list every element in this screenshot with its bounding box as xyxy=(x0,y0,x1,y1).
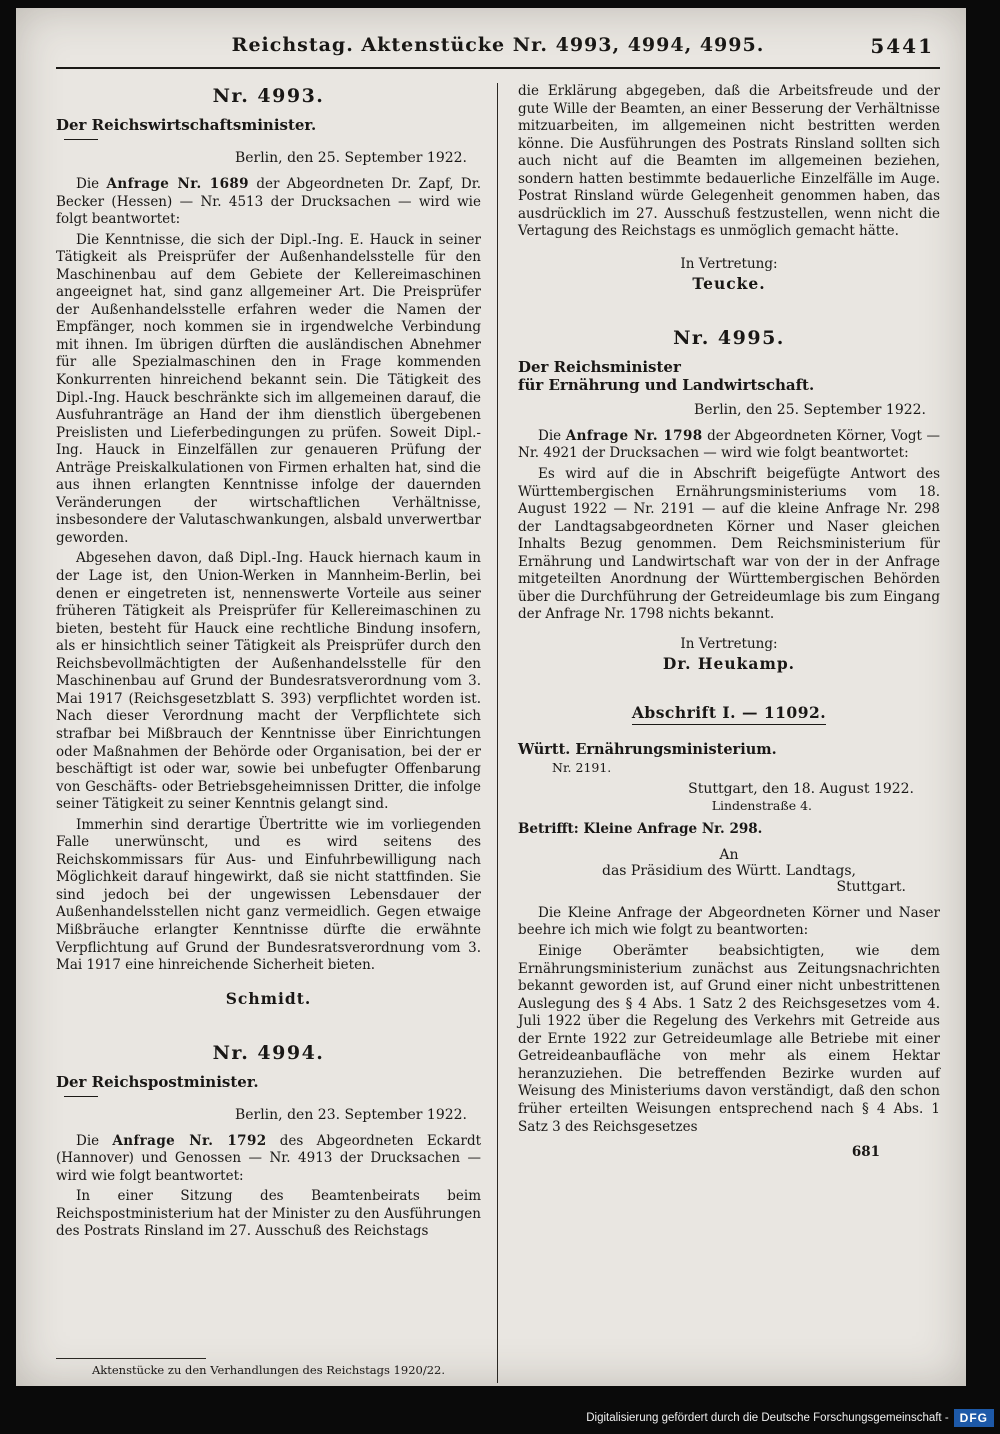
section-4994-number: Nr. 4994. xyxy=(212,1041,325,1064)
section-4995 xyxy=(518,301,940,681)
abschrift-heading: Abschrift I. — 11092. xyxy=(632,703,826,725)
section-4993-number: Nr. 4993. xyxy=(212,85,325,107)
credit-text: Digitalisierung gefördert durch die Deutsche Forschungsgemeinschaft - xyxy=(586,1412,949,1424)
abschrift-ref-number: Nr. 2191. xyxy=(552,759,612,775)
footnote-rule xyxy=(56,1358,206,1359)
section-4995-author-line2: für Ernährung und Landwirtschaft. xyxy=(518,375,815,394)
footnote-block xyxy=(56,1348,481,1383)
anfrage-number-bold: Anfrage Nr. 1689 xyxy=(106,176,249,192)
abschrift-paragraph-1: Einige Oberämter beabsichtigten, wie dem Ernährungsministerium zunächst aus Zeitungsnachrichten bekannt geworden ist, auf Grund einer nicht unbestrittenen Auslegung des § 4 Abs. 1 Satz 2 des Reichsgesetzes vom 4. Juli 1922 über die Regelung des Verkehrs mit Getreide aus der Ernte 1922 zur Getreideumlage alle Betriebe mit einer Getreideanbaufläche von mehr als einem Hektar heranzuziehen. Die betreffenden Bezirke wurden auf Weisung des Ministeriums davon verständigt, daß den schon früher erteilten Weisungen entsprechend nach § 4 Abs. 1 Satz 3 des Reichsgesetzes xyxy=(518,943,940,1135)
intro-text-post: der Abgeordneten Dr. Zapf, Dr. Becker (Hessen) — Nr. 4513 der Drucksachen — wird wie folgt beantwortet: xyxy=(56,176,481,228)
footnote-text: Aktenstücke zu den Verhandlungen des Reichstags 1920/22. xyxy=(91,1363,445,1377)
section-4993-author: Der Reichswirtschaftsminister. xyxy=(56,116,317,134)
section-4994-paragraph-1: In einer Sitzung des Beamtenbeirats beim Reichspostministerium hat der Minister zu den Ausführungen des Postrats Rinsland im 27. Ausschuß des Reichstags xyxy=(56,1188,481,1240)
section-4993-dateline: Berlin, den 25. September 1922. xyxy=(234,150,467,166)
header-divider-rule xyxy=(56,67,940,69)
anfrage-number-bold: Anfrage Nr. 1792 xyxy=(112,1132,267,1149)
section-4993-signature: Schmidt. xyxy=(225,988,312,1008)
section-4993-intro xyxy=(56,176,481,229)
abschrift-dateline: Stuttgart, den 18. August 1922. xyxy=(688,780,914,797)
section-4995-number: Nr. 4995. xyxy=(673,326,785,349)
section-4993-paragraph-3: Immerhin sind derartige Übertritte wie im vorliegenden Falle unerwünscht, und es wird seitens des Reichskommissars für Aus- und Einfuhrbewilligung nach Möglichkeit darauf hingewirkt, daß sie nicht stattfinden. Sie sind jedoch bei der ungewissen Lebensdauer der Außenhandelsstellen nicht ganz vermeidlich. Gegen etwaige Mißbräuche erlangter Kenntnisse dürfte die erwähnte Verpflichtung auf Grund der Bundesratsverordnung vom 3. Mai 1917 eine hinreichende Sicherheit bieten. xyxy=(56,816,481,974)
abschrift-address: Lindenstraße 4. xyxy=(711,797,812,813)
author-underline-rule xyxy=(64,1096,98,1097)
section-4994-dateline: Berlin, den 23. September 1922. xyxy=(234,1106,467,1123)
dfg-logo: DFG xyxy=(954,1409,994,1427)
section-4993-paragraph-1: Die Kenntnisse, die sich der Dipl.-Ing. E. Hauck in seiner Tätigkeit als Preisprüfer der Außenhandelsstelle für den Maschinenbau auf dem Gebiete der Kellereimaschinen angeeignet hat, sind ganz allgemeiner Art. Die Preisprüfer der Außenhandelsstelle erfahren weder die Namen der Empfänger, noch kommen sie in irgendwelche Verbindung mit ihnen. Im übrigen dürften die ausländischen Abnehmer für alle Spezialmaschinen den in Frage kommenden Konkurrenten hinreichend bekannt sein. Die Tätigkeit des Dipl.-Ing. Hauck beschränkte sich im allgemeinen darauf, die Ausfuhranträge an Hand der ihm dienstlich übergebenen Preislisten und Lieferbedingungen zu prüfen. Soweit Dipl.-Ing. Hauck in Einzelfällen zur genaueren Prüfung der Anträge Preiskalkulationen von Firmen erhalten hat, sind die aus ihnen erlangten Kenntnisse infolge der dauernden Veränderungen der wirtschaftlichen Verhältnisse, insbesondere der Valutaschwankungen, alsbald unverwertbar geworden. xyxy=(56,231,481,546)
right-column xyxy=(498,83,940,1383)
author-underline-rule xyxy=(64,139,98,140)
section-4995-paragraph-1: Es wird auf die in Abschrift beigefügte Antwort des Württembergischen Ernährungsministeriums vom 18. August 1922 — Nr. 2191 — auf die kleine Anfrage Nr. 298 der Landtagsabgeordneten Körner und Naser gleichen Inhalts Bezug genommen. Dem Reichsministerium für Ernährung und Landwirtschaft war von der in der Anfrage mitgeteilten Anordnung der Württembergischen Behörden über die Durchführung der Getreideumlage bis zum Eingang der Anfrage Nr. 1798 nichts bekannt. xyxy=(518,466,940,623)
section-4994-author: Der Reichspostminister. xyxy=(56,1072,259,1091)
abschrift-heading-wrap xyxy=(518,703,940,725)
sheet-marker-681: 681 xyxy=(851,1144,880,1161)
page-title: Reichstag. Aktenstücke Nr. 4993, 4994, 4995. xyxy=(231,34,765,56)
abschrift-ministry: Württ. Ernährungsministerium. xyxy=(518,740,777,758)
section-4995-in-vertretung: In Vertretung: xyxy=(680,635,778,652)
document-page xyxy=(16,8,966,1386)
abschrift-intro: Die Kleine Anfrage der Abgeordneten Körner und Naser beehre ich mich wie folgt zu beantworten: xyxy=(518,904,940,939)
section-4995-author-line1: Der Reichsminister xyxy=(518,357,681,376)
section-4994-in-vertretung: In Vertretung: xyxy=(680,255,778,272)
section-4995-dateline: Berlin, den 25. September 1922. xyxy=(693,401,926,418)
abschrift-subject: Betrifft: Kleine Anfrage Nr. 298. xyxy=(518,820,763,837)
intro-text-pre: Die xyxy=(76,1132,113,1149)
section-4995-intro xyxy=(518,428,940,463)
section-4994-signature: Teucke. xyxy=(692,273,766,293)
section-4994-paragraph-continuation: die Erklärung abgegeben, daß die Arbeitsfreude und der gute Wille der Beamten, an einer Besserung der Verhältnisse mitzuarbeiten, im allgemeinen nicht bestritten werden könne. Die Ausführungen des Postrats Rinsland sollten sich auch nicht auf die Beamten im allgemeinen beziehen, sondern hatten bestimmte bedauerliche Einzelfälle im Auge. Postrat Rinsland würde Gelegenheit genommen haben, das ausdrücklich im 27. Ausschuß festzustellen, wenn nicht die Vertagung des Reichstags es unmöglich gemacht hätte. xyxy=(518,83,940,240)
page-number: 5441 xyxy=(870,34,934,58)
section-4993 xyxy=(56,83,481,1016)
intro-text-post: des Abgeordneten Eckardt (Hannover) und Genossen — Nr. 4913 der Drucksachen — wird wie folgt beantwortet: xyxy=(56,1132,482,1184)
intro-text-post: der Abgeordneten Körner, Vogt — Nr. 4921 der Drucksachen — wird wie folgt beantwortet: xyxy=(518,427,940,462)
addressee-line-3: Stuttgart. xyxy=(836,878,906,895)
two-column-layout xyxy=(56,83,940,1383)
anfrage-number-bold: Anfrage Nr. 1798 xyxy=(565,427,703,444)
section-4994-intro xyxy=(56,1133,481,1186)
left-column xyxy=(56,83,498,1383)
section-4995-signature: Dr. Heukamp. xyxy=(662,653,796,673)
page-header xyxy=(56,34,940,60)
abschrift-section xyxy=(518,681,940,1160)
section-4993-paragraph-2: Abgesehen davon, daß Dipl.-Ing. Hauck hiernach kaum in der Lage ist, den Union-Werken in Mannheim-Berlin, bei denen er eingetreten ist, nennenswerte Vorteile aus seiner früheren Tätigkeit als Preisprüfer für Kellereimaschinen zu bieten, besteht für Hauck eine rechtliche Bindung insofern, als er hinsichtlich seiner Tätigkeit als Preisprüfer durch den Reichsbevollmächtigten der Außenhandelsstelle für den Maschinenbau auf Grund der Bundesratsverordnung vom 3. Mai 1917 (Reichsgesetzblatt S. 393) verpflichtet worden ist. Nach dieser Verordnung macht der Verpflichtete sich strafbar bei Mißbrauch der Kenntnisse über Einrichtungen oder Maßnahmen der Behörde oder Organisation, bei der er beschäftigt ist oder war, sowie bei unbefugter Offenbarung von Geschäfts- oder Betriebsgeheimnissen Dritter, die infolge seiner Tätigkeit zu seiner Kenntnis gelangt sind. xyxy=(56,550,481,813)
addressee-line-1: An xyxy=(719,846,739,863)
intro-text-pre: Die xyxy=(538,427,566,444)
addressee-line-2: das Präsidium des Württ. Landtags, xyxy=(601,862,856,879)
section-4994 xyxy=(56,1016,481,1244)
abschrift-addressee xyxy=(518,847,940,895)
intro-text-pre: Die xyxy=(76,176,107,192)
digitization-credit xyxy=(586,1409,994,1427)
